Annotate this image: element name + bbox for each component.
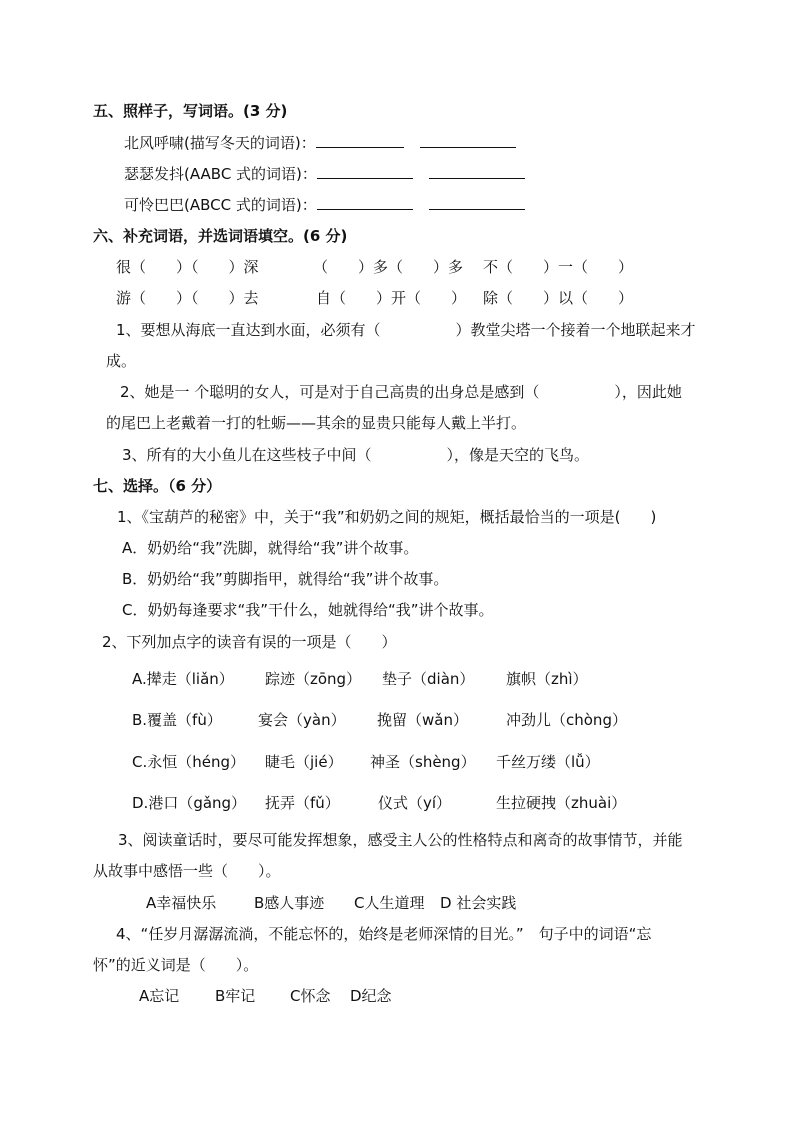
- s7-q3-option-a: A幸福快乐: [146, 894, 217, 912]
- answer-blank[interactable]: [420, 133, 516, 148]
- pinyin-a-4: 旗帜（zhì）: [506, 670, 588, 688]
- s7-q4-option-a: A忘记: [139, 987, 180, 1005]
- s7-q4-line1: 4、“任岁月潺潺流淌，不能忘怀的，始终是老师深情的目光。” 句子中的词语“忘: [116, 925, 652, 943]
- pinyin-c-3: 神圣（shèng）: [370, 753, 476, 771]
- s6-word-5: 自（ ）开（ ）: [316, 289, 467, 307]
- s5-item-3: [124, 195, 525, 215]
- pinyin-a-1: A.撵走（liǎn）: [132, 670, 234, 688]
- answer-blank[interactable]: [317, 164, 413, 179]
- s7-q4-option-c: C怀念: [290, 987, 331, 1005]
- s5-item-1-prompt: 北风呼啸(描写冬天的词语)：: [124, 134, 316, 152]
- s6-q1-line1: 1、要想从海底一直达到水面，必须有（ ）教堂尖塔一个接着一个地联起来才: [116, 321, 696, 339]
- pinyin-d-2: 抚弄（fǔ）: [265, 794, 340, 812]
- s5-item-1: [124, 133, 516, 153]
- s7-q2: 2、下列加点字的读音有误的一项是（ ）: [102, 633, 397, 651]
- pinyin-b-3: 挽留（wǎn）: [377, 711, 468, 729]
- s6-word-1: 很（ ）（ ）深: [116, 258, 259, 276]
- s6-word-4: 游（ ）（ ）去: [116, 289, 259, 307]
- pinyin-d-4: 生拉硬拽（zhuài）: [496, 794, 627, 812]
- s7-q4-option-b: B牢记: [215, 987, 256, 1005]
- s5-item-3-prompt: 可怜巴巴(ABCC 式的词语)：: [124, 196, 317, 214]
- s6-word-2: （ ）多（ ）多: [313, 258, 464, 276]
- pinyin-a-2: 踪迹（zōng）: [265, 670, 362, 688]
- s7-q4-line2: 怀”的近义词是（ ）。: [93, 956, 259, 974]
- s5-item-2-prompt: 瑟瑟发抖(AABC 式的词语)：: [124, 165, 317, 183]
- s6-q1-line2: 成。: [106, 352, 137, 370]
- section-6-heading: 六、补充词语，并选词语填空。(6 分): [93, 227, 348, 245]
- s5-item-2: [124, 164, 525, 184]
- s6-q2-line2: 的尾巴上老戴着一打的牡蛎——其余的显贵只能每人戴上半打。: [106, 414, 527, 432]
- s7-q1-option-a: A．奶奶给“我”洗脚，就得给“我”讲个故事。: [122, 539, 419, 557]
- s7-q1-option-b: B．奶奶给“我”剪脚指甲，就得给“我”讲个故事。: [122, 570, 449, 588]
- s7-q4-option-d: D纪念: [350, 987, 392, 1005]
- pinyin-d-1: D.港口（gǎng）: [132, 794, 247, 812]
- pinyin-b-4: 冲劲儿（chòng）: [506, 711, 627, 729]
- pinyin-b-2: 宴会（yàn）: [258, 711, 346, 729]
- pinyin-a-3: 垫子（diàn）: [382, 670, 475, 688]
- pinyin-d-3: 仪式（yí）: [378, 794, 452, 812]
- answer-blank[interactable]: [317, 195, 413, 210]
- s7-q1-option-c: C．奶奶每逢要求“我”干什么，她就得给“我”讲个故事。: [122, 601, 494, 619]
- answer-blank[interactable]: [429, 195, 525, 210]
- s7-q3-line2: 从故事中感悟一些（ ）。: [93, 862, 281, 880]
- pinyin-c-1: C.永恒（héng）: [132, 753, 246, 771]
- s7-q3-option-b: B感人事迹: [254, 894, 325, 912]
- s7-q1: 1、《宝葫芦的秘密》中，关于“我”和奶奶之间的规矩，概括最恰当的一项是( ): [117, 508, 657, 526]
- section-7-heading: 七、选择。（6 分）: [93, 477, 222, 495]
- section-5-heading: 五、照样子，写词语。(3 分): [93, 102, 288, 120]
- pinyin-c-2: 睫毛（jié）: [265, 753, 343, 771]
- answer-blank[interactable]: [429, 164, 525, 179]
- answer-blank[interactable]: [316, 133, 404, 148]
- s6-q3: 3、所有的大小鱼儿在这些枝子中间（ ），像是天空的飞鸟。: [122, 446, 590, 464]
- s7-q3-option-c: C人生道理: [354, 894, 425, 912]
- s7-q3-line1: 3、阅读童话时，要尽可能发挥想象，感受主人公的性格特点和离奇的故事情节，并能: [118, 831, 683, 849]
- s6-q2-line1: 2、她是一 个聪明的女人，可是对于自己高贵的出身总是感到（ ），因此她: [120, 383, 682, 401]
- s7-q3-option-d: D 社会实践: [440, 894, 517, 912]
- pinyin-b-1: B.覆盖（fù）: [132, 711, 222, 729]
- s6-word-3: 不（ ）一（ ）: [483, 258, 634, 276]
- pinyin-c-4: 千丝万缕（lǚ）: [496, 753, 600, 771]
- s6-word-6: 除（ ）以（ ）: [483, 289, 634, 307]
